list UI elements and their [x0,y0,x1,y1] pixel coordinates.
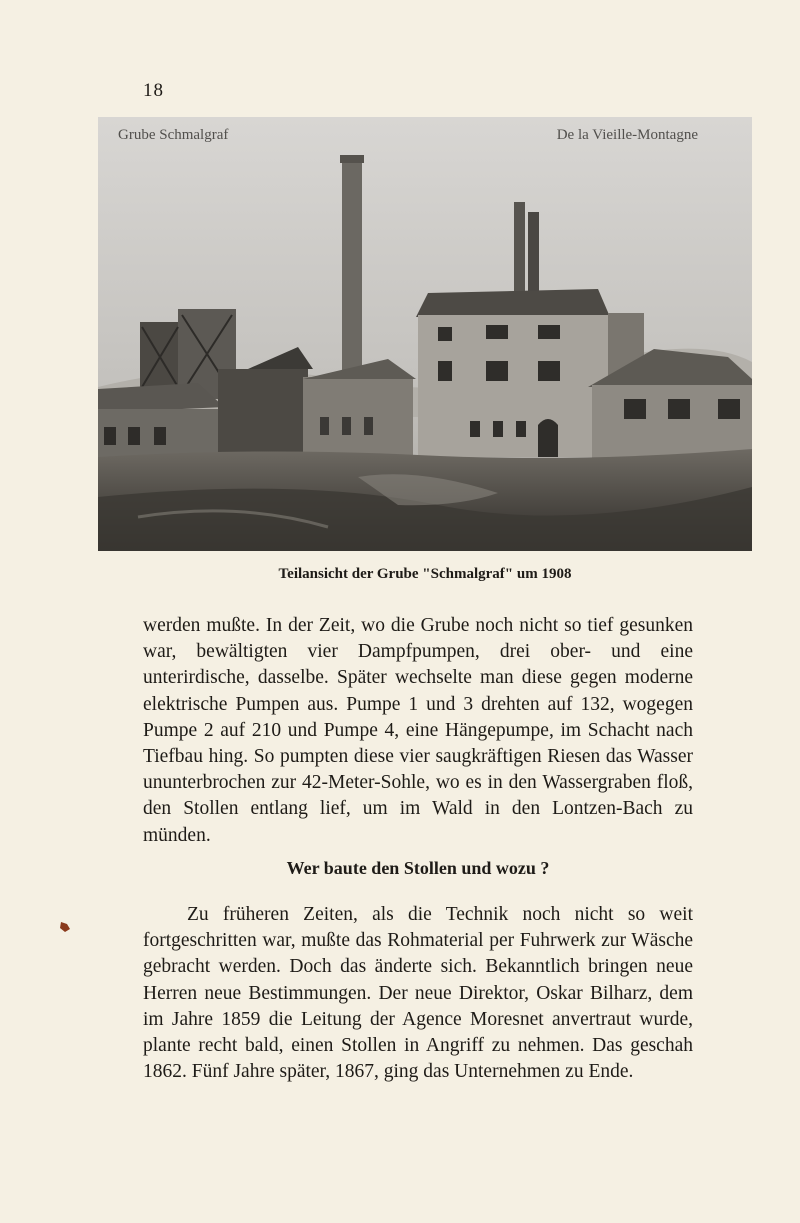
paragraph-text: Zu früheren Zeiten, als die Technik noch nicht so weit fortgeschritten war, mußte das Rohmaterial per Fuhrwerk zur Wäsche gebracht werden. Doch das änderte sich. Bekanntlich bringen neue Herren neue Bestimmungen. Der neue Direktor, Oskar Bilharz, dem im Jahre 1859 die Leitung der Agence Moresnet anvertraut wurde, plante recht bald, einen Stollen in Angriff zu nehmen. Das geschah 1862. Fünf Jahre später, 1867, ging das Unternehmen zu Ende. [143,904,693,1083]
paragraph-pumps [143,613,693,849]
photo-label-company: De la Vieille-Montagne [556,127,698,143]
page-number: 18 [143,80,164,101]
historical-photo-mine-buildings [98,117,752,551]
mine-photo-illustration [98,117,752,551]
ink-smudge-mark [58,920,72,934]
paragraph-stollen [143,902,693,1085]
section-heading: Wer baute den Stollen und wozu ? [286,858,550,878]
photo-caption: Teilansicht der Grube "Schmalgraf" um 1908 [278,566,572,582]
photo-label-mine-name: Grube Schmalgraf [118,127,229,143]
paragraph-text: werden mußte. In der Zeit, wo die Grube noch nicht so tief gesunken war, bewältigten vier Dampfpumpen, drei ober- und eine unterirdische, dasselbe. Später wechselte man diese gegen moderne elektrische Pumpen aus. Pumpe 1 und 3 drehten auf 132, wogegen Pumpe 2 auf 210 und Pumpe 4, eine Hängepumpe, im Schacht nach Tiefbau hing. So pumpten diese vier saugkräftigen Riesen das Wasser ununterbrochen zur 42-Meter-Sohle, wo es in den Wassergraben floß, den Stollen entlang lief, um im Wald in den Lontzen-Bach zu münden. [143,615,693,846]
